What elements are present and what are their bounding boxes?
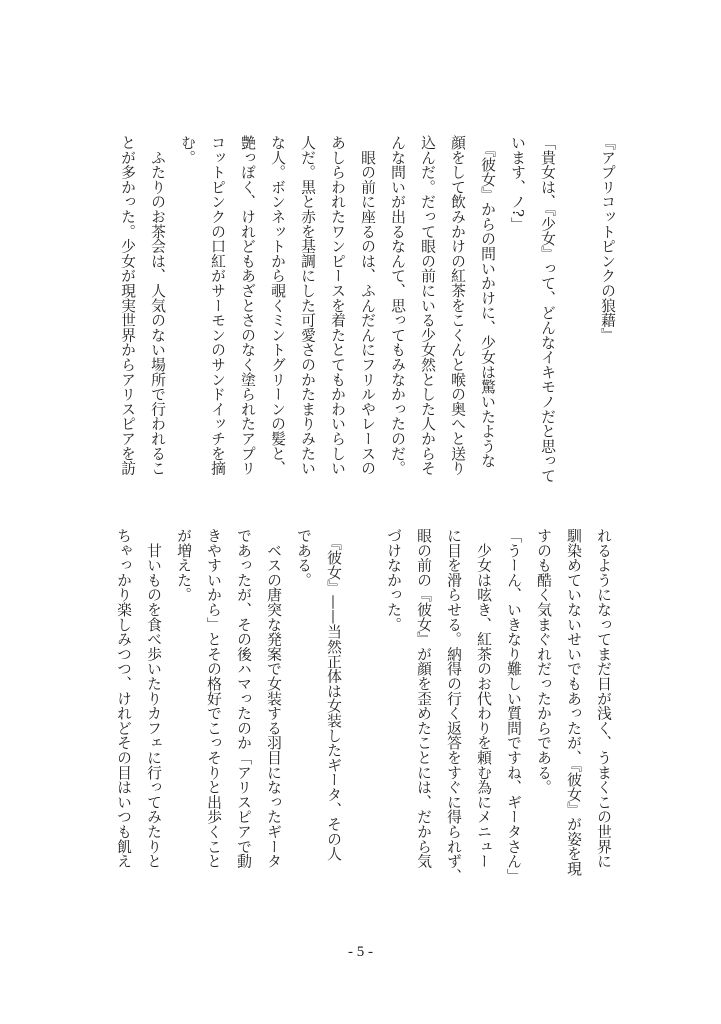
text-line: 馴染めていないせいでもあったが、『彼女』が姿を現 [565,528,582,876]
text-line: とが多かった。少女が現実世界からアリスピアを訪 [119,135,136,476]
text-line: んな問いが出るなんて、思ってもみなかったのだ。 [389,135,406,476]
blank-line [562,135,592,505]
page-number: - 5 - [348,944,373,960]
text-line: 艶っぽく、けれどもあざとさのなく塗られたアプリ [239,135,256,476]
text-line: 「貴女は、『少女』って、どんなイキモノだと思って [539,135,556,483]
text-line: コットピンクの口紅がサーモンのサンドイッチを摘 [209,135,226,476]
text-line: である。 [295,528,312,588]
text-line: あしらわれたワンピースを着たとてもかわいらしい [329,135,346,476]
text-line: が増えた。 [175,528,192,602]
text-line: 少女は呟き、紅茶のお代わりを頼む為にメニュー [475,528,492,869]
text-line: であったが、その後ハマったのか「アリスピアで動 [235,528,252,869]
text-line: に目を滑らせる。納得の行く返答をすぐに得られず、 [445,528,462,884]
chapter-title: 『アプリコットピンクの狼藉』 [599,135,616,343]
text-line: 人だ。黒と赤を基調にした可愛さのかたまりみたい [299,135,316,476]
text-line: む。 [179,135,196,165]
text-line: ちゃっかり楽しみつつ、けれどその目はいつも飢え [115,528,132,869]
bottom-text-block [108,528,618,898]
blank-line [348,528,378,898]
text-line: すのも酷く気まぐれだったからである。 [535,528,552,795]
text-line: な人。ボンネットから覗くミントグリーンの髪と、 [269,135,286,476]
text-line: 眼の前に座るのは、ふんだんにフリルやレースの [359,135,376,476]
text-line: 『彼女』——当然正体は女装したギータ、その人 [325,528,342,861]
text-line: 甘いものを食べ歩いたりカフェに行ってみたりと [145,528,162,869]
text-line: れるようになってまだ日が浅く、うまくこの世界に [595,528,612,869]
text-line: きやすいから」とその格好でこっそりと出歩くこと [205,528,222,869]
text-line: 込んだ。だって眼の前にいる少女然とした人からそ [419,135,436,476]
text-line: づけなかった。 [385,528,402,632]
text-line: 「うーん、いきなり難しい質問ですね、ギータさん」 [505,528,522,884]
text-line: います、ノ?」 [509,135,526,232]
text-line: ベスの唐突な発案で女装する羽目になったギータ [265,528,282,869]
top-text-block [112,135,622,505]
text-line: 顔をして飲みかけの紅茶をこくんと喉の奥へと送り [449,135,466,476]
text-line: 『彼女』からの問いかけに、少女は驚いたような [479,135,496,468]
text-line: ふたりのお茶会は、人気のない場所で行われるこ [149,135,166,476]
text-line: 眼の前の『彼女』が顔を歪めたことには、だから気 [415,528,432,869]
